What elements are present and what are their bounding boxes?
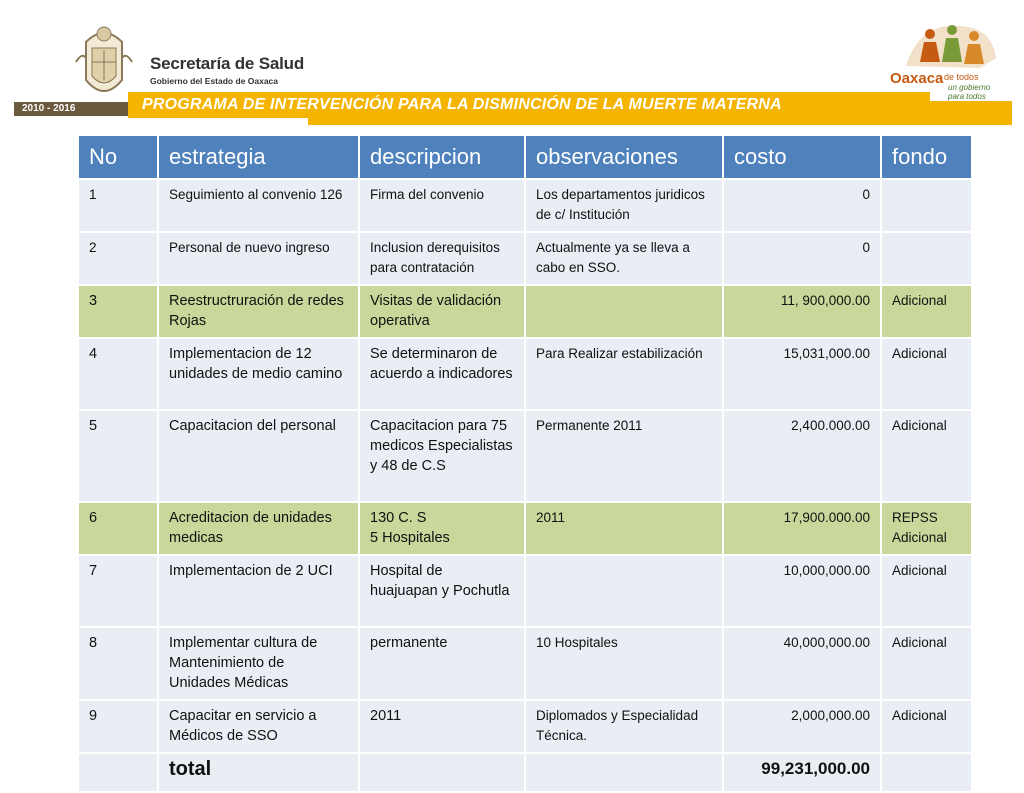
cell-empty: [359, 753, 525, 792]
cell-no: 3: [78, 285, 158, 338]
cell-estrategia: Capacitacion del personal: [158, 410, 359, 502]
table-row: [78, 410, 972, 502]
cell-no: 9: [78, 700, 158, 753]
cell-costo: 11, 900,000.00: [723, 285, 881, 338]
cell-fondo: Adicional: [881, 700, 972, 753]
cell-observaciones: [525, 555, 723, 627]
cell-empty: [881, 753, 972, 792]
cell-fondo: [881, 179, 972, 232]
header-descripcion: descripcion: [359, 135, 525, 179]
oaxaca-crest-icon: [72, 22, 136, 106]
gobierno-subtitle: Gobierno del Estado de Oaxaca: [150, 76, 279, 86]
table-row: [78, 502, 972, 555]
cell-observaciones: Permanente 2011: [525, 410, 723, 502]
cell-no: 7: [78, 555, 158, 627]
header-fondo: fondo: [881, 135, 972, 179]
cell-observaciones: Los departamentos juridicos de c/ Institución: [525, 179, 723, 232]
cell-observaciones: Para Realizar estabilización: [525, 338, 723, 410]
people-silhouettes-icon: [900, 18, 1000, 70]
total-value: 99,231,000.00: [723, 753, 881, 792]
cell-no: 8: [78, 627, 158, 700]
secretaria-title: Secretaría de Salud: [150, 54, 304, 73]
cell-fondo: Adicional: [881, 627, 972, 700]
total-row: [78, 753, 972, 792]
table-header-row: [78, 135, 972, 179]
cell-fondo: [881, 232, 972, 285]
cell-observaciones: 2011: [525, 502, 723, 555]
cell-descripcion: Inclusion derequisitos para contratación: [359, 232, 525, 285]
cell-costo: 40,000,000.00: [723, 627, 881, 700]
cell-empty: [78, 753, 158, 792]
oaxaca-text: Oaxaca: [890, 70, 944, 87]
cell-estrategia: Implementacion de 2 UCI: [158, 555, 359, 627]
table-row: [78, 338, 972, 410]
cell-descripcion: permanente: [359, 627, 525, 700]
cell-costo: 0: [723, 232, 881, 285]
cell-descripcion: Capacitacion para 75 medicos Especialistas y 48 de C.S: [359, 410, 525, 502]
table-row: [78, 232, 972, 285]
cell-estrategia: Seguimiento al convenio 126: [158, 179, 359, 232]
cell-descripcion: Firma del convenio: [359, 179, 525, 232]
cell-costo: 2,000,000.00: [723, 700, 881, 753]
cell-observaciones: Diplomados y Especialidad Técnica.: [525, 700, 723, 753]
cell-fondo: REPSS Adicional: [881, 502, 972, 555]
years-text: 2010 - 2016: [22, 103, 76, 114]
cell-estrategia: Capacitar en servicio a Médicos de SSO: [158, 700, 359, 753]
cell-no: 2: [78, 232, 158, 285]
cell-no: 6: [78, 502, 158, 555]
cell-descripcion: 130 C. S 5 Hospitales: [359, 502, 525, 555]
cell-descripcion: Hospital de huajuapan y Pochutla: [359, 555, 525, 627]
cell-observaciones: Actualmente ya se lleva a cabo en SSO.: [525, 232, 723, 285]
table-row: [78, 179, 972, 232]
de-todos-text: de todos: [944, 72, 979, 82]
cell-costo: 2,400.000.00: [723, 410, 881, 502]
header-costo: costo: [723, 135, 881, 179]
cell-fondo: Adicional: [881, 338, 972, 410]
program-title: PROGRAMA DE INTERVENCIÓN PARA LA DISMINCIÓN DE LA MUERTE MATERNA: [142, 96, 782, 113]
cell-costo: 0: [723, 179, 881, 232]
cell-descripcion: Visitas de validación operativa: [359, 285, 525, 338]
cell-fondo: Adicional: [881, 285, 972, 338]
cell-costo: 17,900.000.00: [723, 502, 881, 555]
cell-descripcion: Se determinaron de acuerdo a indicadores: [359, 338, 525, 410]
total-label: total: [158, 753, 359, 792]
table-row: [78, 627, 972, 700]
cell-no: 5: [78, 410, 158, 502]
cell-observaciones: 10 Hospitales: [525, 627, 723, 700]
cell-estrategia: Implementacion de 12 unidades de medio camino: [158, 338, 359, 410]
cell-estrategia: Reestructruración de redes Rojas: [158, 285, 359, 338]
strategy-table: [77, 134, 973, 793]
header-observaciones: observaciones: [525, 135, 723, 179]
cell-no: 1: [78, 179, 158, 232]
table-row: [78, 285, 972, 338]
cell-empty: [525, 753, 723, 792]
cell-estrategia: Personal de nuevo ingreso: [158, 232, 359, 285]
slogan-text: un gobierno para todos: [948, 83, 991, 101]
header-no: No: [78, 135, 158, 179]
cell-estrategia: Acreditacion de unidades medicas: [158, 502, 359, 555]
cell-costo: 15,031,000.00: [723, 338, 881, 410]
cell-costo: 10,000,000.00: [723, 555, 881, 627]
table-row: [78, 700, 972, 753]
header-estrategia: estrategia: [158, 135, 359, 179]
cell-estrategia: Implementar cultura de Mantenimiento de Unidades Médicas: [158, 627, 359, 700]
table-row: [78, 555, 972, 627]
cell-fondo: Adicional: [881, 410, 972, 502]
oaxaca-de-todos-logo: [886, 18, 1006, 100]
cell-observaciones: [525, 285, 723, 338]
cell-fondo: Adicional: [881, 555, 972, 627]
cell-descripcion: 2011: [359, 700, 525, 753]
cell-no: 4: [78, 338, 158, 410]
